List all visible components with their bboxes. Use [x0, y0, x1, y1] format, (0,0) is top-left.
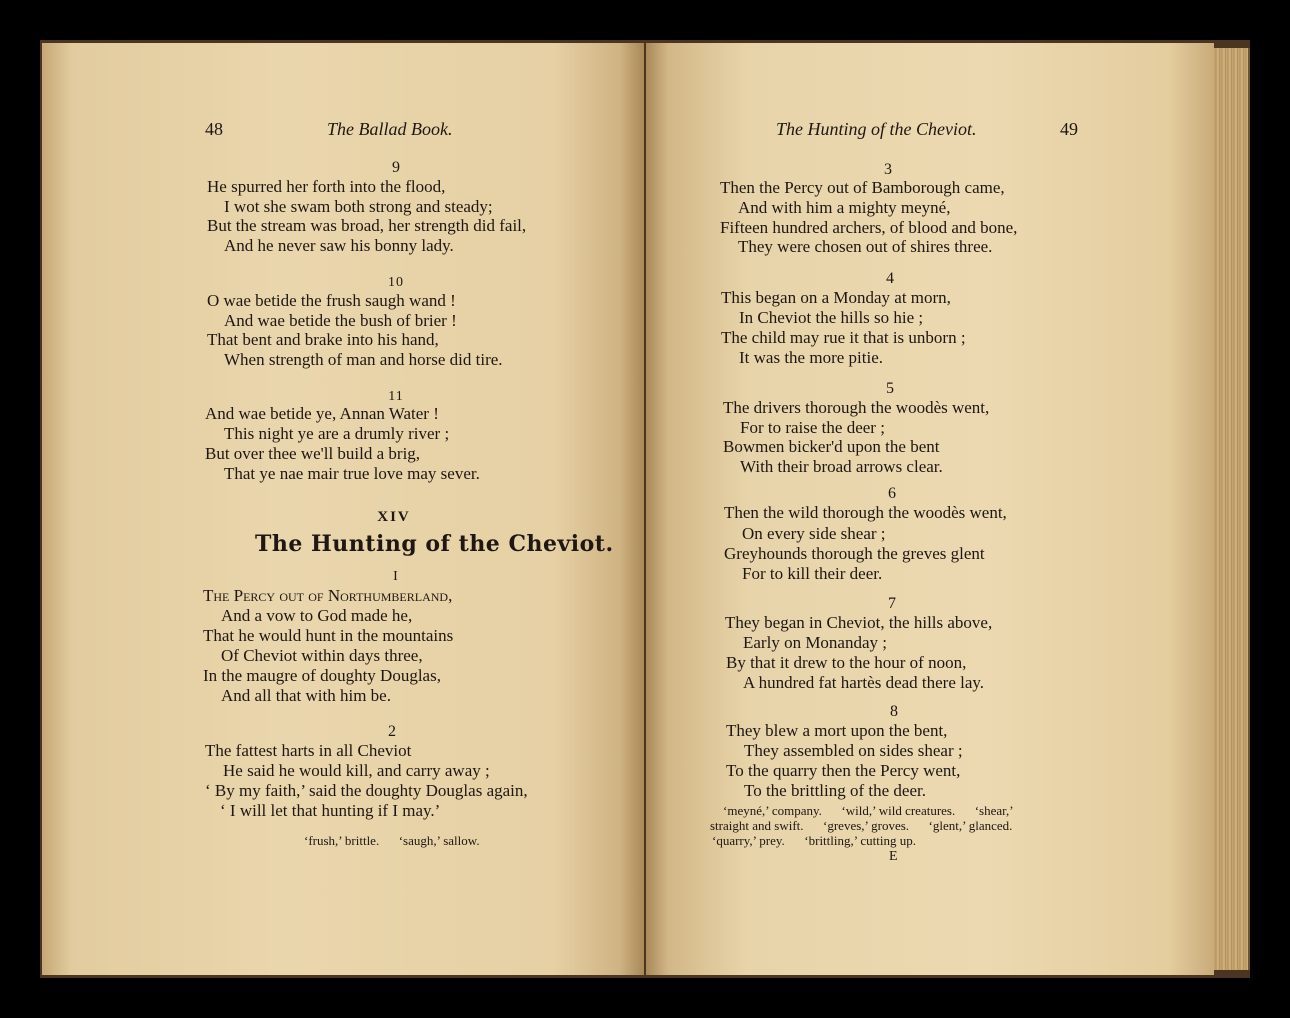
verse-line: This began on a Monday at morn,: [721, 288, 951, 307]
verse-line: Bowmen bicker'd upon the bent: [723, 437, 940, 456]
verse-line: On every side shear ;: [742, 524, 886, 543]
verse-line: He said he would kill, and carry away ;: [223, 761, 490, 780]
verse-line: It was the more pitie.: [739, 348, 883, 367]
verse-line: And all that with him be.: [221, 686, 391, 705]
page-edges: [1214, 48, 1250, 970]
verse-line: That he would hunt in the mountains: [203, 626, 454, 645]
page-number: 49: [1060, 119, 1078, 139]
left-page: [42, 43, 644, 975]
verse-line: Early on Monanday ;: [743, 633, 887, 652]
chapter-title: The Hunting of the Cheviot.: [255, 531, 614, 557]
verse-line: ‘ By my faith,’ said the doughty Douglas again,: [205, 781, 528, 800]
verse-line: The child may rue it that is unborn ;: [721, 328, 966, 347]
verse-line: They assembled on sides shear ;: [744, 741, 963, 760]
footnote: ‘quarry,’ prey. ‘brittling,’ cutting up.: [712, 833, 916, 848]
verse-line: The Percy out of Northumberland,: [203, 586, 453, 605]
footnote: ‘meyné,’ company. ‘wild,’ wild creatures. ‘shear,’: [723, 803, 1014, 818]
stanza-number: 5: [886, 380, 894, 397]
verse-line: And he never saw his bonny lady.: [224, 236, 454, 255]
verse-line: O wae betide the frush saugh wand !: [207, 291, 456, 310]
verse-line: They blew a mort upon the bent,: [726, 721, 948, 740]
chapter-number: XIV: [377, 509, 411, 525]
verse-line: That bent and brake into his hand,: [207, 330, 439, 349]
verse-line: A hundred fat hartès dead there lay.: [743, 673, 985, 692]
verse-line: The drivers thorough the woodès went,: [723, 398, 990, 417]
verse-line: Greyhounds thorough the greves glent: [724, 544, 985, 563]
verse-line: They were chosen out of shires three.: [738, 237, 993, 256]
stanza-number: 6: [888, 485, 896, 502]
verse-line: To the brittling of the deer.: [744, 781, 926, 800]
verse-line: For to kill their deer.: [742, 564, 883, 583]
verse-line: In the maugre of doughty Douglas,: [203, 666, 441, 685]
stanza-number: 9: [392, 159, 400, 176]
verse-line: I wot she swam both strong and steady;: [224, 197, 493, 216]
verse-line: And with him a mighty meyné,: [738, 198, 951, 217]
verse-line: But the stream was broad, her strength did fail,: [207, 216, 527, 235]
footnote: straight and swift. ‘greves,’ groves. ‘glent,’ glanced.: [710, 818, 1013, 833]
stanza-number: 3: [884, 161, 892, 178]
verse-line: But over thee we'll build a brig,: [205, 444, 421, 463]
stanza-number: 2: [388, 723, 396, 740]
verse-line: They began in Cheviot, the hills above,: [725, 613, 993, 632]
stanza-number: 4: [886, 270, 894, 287]
stanza-number: I: [393, 569, 399, 584]
verse-line: And a vow to God made he,: [221, 606, 413, 625]
open-book: [40, 40, 1250, 978]
verse-line: Then the wild thorough the woodès went,: [724, 503, 1007, 522]
stanza-number: 7: [888, 595, 896, 612]
stanza-number: 8: [890, 703, 898, 720]
footnote: ‘frush,’ brittle. ‘saugh,’ sallow.: [304, 833, 480, 848]
verse-line: Fifteen hundred archers, of blood and bone,: [720, 218, 1018, 237]
verse-line: And wae betide ye, Annan Water !: [205, 404, 439, 423]
verse-line: He spurred her forth into the flood,: [207, 177, 446, 196]
verse-line: Of Cheviot within days three,: [221, 646, 423, 665]
verse-line: Then the Percy out of Bamborough came,: [720, 178, 1005, 197]
running-title: The Ballad Book.: [327, 119, 453, 139]
verse-line: The fattest harts in all Cheviot: [205, 741, 412, 760]
signature-mark: E: [889, 849, 898, 864]
running-title: The Hunting of the Cheviot.: [776, 119, 977, 139]
verse-line: In Cheviot the hills so hie ;: [739, 308, 924, 327]
verse-line: By that it drew to the hour of noon,: [726, 653, 967, 672]
verse-line: For to raise the deer ;: [740, 418, 885, 437]
right-page: [646, 43, 1214, 975]
verse-line: That ye nae mair true love may sever.: [224, 464, 480, 483]
verse-line: When strength of man and horse did tire.: [224, 350, 503, 369]
stanza-number: 10: [388, 275, 404, 290]
verse-line: To the quarry then the Percy went,: [726, 761, 961, 780]
page-number: 48: [205, 119, 223, 139]
verse-line: And wae betide the bush of brier !: [224, 311, 457, 330]
verse-line: This night ye are a drumly river ;: [224, 424, 450, 443]
verse-line: ‘ I will let that hunting if I may.’: [220, 801, 441, 820]
verse-line: With their broad arrows clear.: [740, 457, 943, 476]
stanza-number: 11: [388, 389, 404, 404]
